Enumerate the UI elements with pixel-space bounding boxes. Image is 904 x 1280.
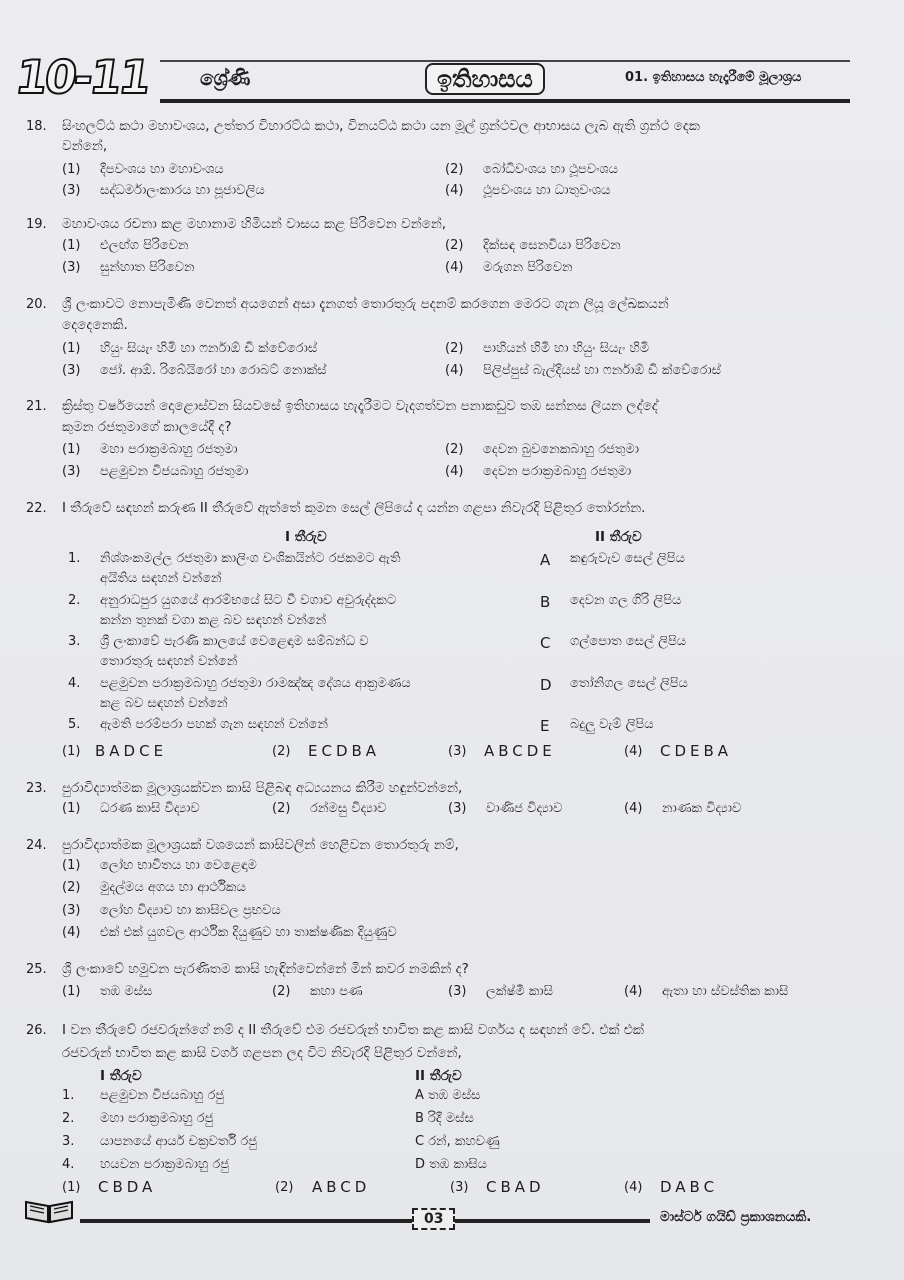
question-number: 21.: [26, 399, 47, 414]
option-number: (3): [62, 903, 81, 918]
question-text: ක්‍රිස්තු වර්ෂයෙන් දොළොස්වන සියවසේ ඉතිහාසය හැදෑරීමට වැදගත්වන පනාකඩුව තඹ සන්නස ලියන ලද්දේ: [62, 398, 658, 414]
option-text: රන්මසු විද්‍යාව: [310, 801, 387, 816]
option-text: හියුං සියැං හිමි හා ෆර්නාඕ ඩි ක්වේරොස්: [100, 341, 318, 356]
question-text: I වන තීරුවේ රජවරුන්ගේ නම් ද II තීරුවේ එම රජවරුන් භාවිත කළ කාසි වර්ගය ද සඳහන් වේ. එක් එක්: [62, 1022, 644, 1038]
option-text: ලෝහ විද්‍යාව හා කාසිවල ප්‍රභවය: [100, 903, 281, 918]
option-number: (4): [445, 260, 464, 275]
row-text: අනුරාධපුර යුගයේ ආරම්භයේ සිට වී වගාව අවුරුද්දකට: [100, 593, 397, 608]
match-text: B රිදී මස්ස: [415, 1111, 474, 1126]
question-number: 18.: [26, 119, 47, 134]
option-number: (2): [445, 341, 464, 356]
question-number: 22.: [26, 501, 47, 516]
answer-sequence: ECDBA: [308, 742, 381, 760]
row-text: පළමුවන විජයබාහු රජු: [100, 1088, 225, 1103]
book-icon: [24, 1196, 74, 1232]
column-heading: I තීරුව: [100, 1068, 142, 1084]
subject-title: ඉතිහාසය: [425, 63, 545, 95]
page-number: 03: [412, 1208, 455, 1230]
row-number: 3.: [68, 634, 81, 649]
match-text: C රන්, කහවණු: [415, 1134, 500, 1149]
match-text: තෝනිගල සෙල් ලිපිය: [570, 676, 688, 691]
question-number: 26.: [26, 1023, 47, 1038]
row-text: ශ්‍රී ලංකාවේ පැරණි කාලයේ වෙළෙඳාම සම්බන්ධ ව: [100, 634, 369, 649]
row-letter: D: [540, 676, 552, 694]
option-text: දීපවංශය හා මහාවංශය: [100, 162, 224, 177]
row-letter: A: [540, 551, 551, 569]
option-text: ජෝ. ආඕ. රිබේයිරෝ හා රොබට් නොක්ස්: [100, 363, 327, 378]
row-text: යාපනයේ ආර්ය චක්‍රවර්ති රජු: [100, 1134, 258, 1149]
option-text: මුදල්මය අගය හා ආර්ථිකය: [100, 880, 246, 895]
column-heading: II තීරුව: [415, 1068, 462, 1084]
question-number: 24.: [26, 838, 47, 853]
question-text: සිංහලට්ඨ කථා මහාවංශය, උත්තර විහාරට්ඨ කථා, විනයට්ඨ කථා යන මූල් ග්‍රන්ථවල ආභාසය ලැබ ඇති ග්‍රන්ථ දෙක: [62, 118, 700, 134]
row-text: අයිතිය සඳහන් වන්නේ: [100, 571, 222, 586]
row-text: කන්න තුනක් වගා කළ බව සඳහන් වන්නේ: [100, 613, 327, 628]
grade-label: ශ්‍රේණි: [200, 66, 251, 90]
answer-sequence: CDEBA: [660, 742, 733, 760]
option-text: බෝධිවංශය හා ථූපවංශය: [483, 162, 619, 177]
option-number: (3): [62, 183, 81, 198]
question-number: 23.: [26, 781, 47, 796]
option-text: ලෝහ භාවිතය හා වෙළෙඳාම: [100, 858, 257, 873]
option-text: කහා පණ: [310, 984, 363, 999]
option-number: (4): [445, 464, 464, 479]
question-text: ශ්‍රී ලංකාවේ හමුවන පැරණිතම කාසි හැඳින්වෙන්නේ මින් කවර නමකින් ද?: [62, 961, 469, 977]
row-number: 3.: [62, 1134, 75, 1149]
option-text: වාණිජ විද්‍යාව: [486, 801, 563, 816]
option-text: පාහියන් හිමි හා හියුං සියැං හිමි: [483, 341, 650, 356]
row-text: හයවන පරාක්‍රමබාහු රජු: [100, 1157, 230, 1172]
row-letter: B: [540, 593, 551, 611]
match-text: D තඹ කාසිය: [415, 1157, 487, 1172]
question-text: දෙදෙනෙකි.: [62, 317, 128, 333]
question-text: ශ්‍රී ලංකාවට නොපැමිණි වෙනත් අයගෙන් අසා දැනගත් තොරතුරු පදනම් කරගෙන මෙරට ගැන ලියූ ලේඛකයන්: [62, 296, 669, 312]
column-heading: II තීරුව: [595, 529, 642, 545]
option-number: (1): [62, 442, 81, 457]
question-text: වන්නේ,: [62, 138, 108, 154]
row-number: 1.: [68, 551, 81, 566]
option-number: (3): [62, 363, 81, 378]
option-text: මහා පරාක්‍රමබාහු රජතුමා: [100, 442, 238, 457]
option-number: (4): [624, 1180, 643, 1195]
option-text: දික්සඳ සෙනවියා පිරිවෙන: [483, 238, 621, 253]
match-text: A තඹ මස්ස: [415, 1088, 481, 1103]
column-heading: I තීරුව: [285, 529, 327, 545]
row-number: 1.: [62, 1088, 75, 1103]
option-number: (2): [62, 880, 81, 895]
option-number: (4): [624, 744, 643, 759]
option-number: (4): [624, 801, 643, 816]
option-number: (3): [62, 464, 81, 479]
header-bottom-rule: [160, 99, 850, 103]
option-number: (2): [272, 744, 291, 759]
answer-sequence: ABCD: [312, 1178, 371, 1196]
option-number: (3): [448, 984, 467, 999]
option-number: (2): [445, 442, 464, 457]
option-number: (2): [272, 984, 291, 999]
option-number: (4): [445, 183, 464, 198]
answer-sequence: BADCE: [95, 742, 168, 760]
chapter-title: 01. ඉතිහාසය හැදෑරීමේ මූලාශ්‍රය: [625, 70, 802, 85]
question-number: 20.: [26, 297, 47, 312]
question-text: පුරාවිද්‍යාත්මක මූලාශ්‍රයක් වශයෙන් කාසිවලින් හෙළිවන තොරතුරු නම්,: [62, 837, 459, 853]
option-number: (2): [272, 801, 291, 816]
option-number: (2): [275, 1180, 294, 1195]
option-text: සුන්හාත පිරිවෙන: [100, 260, 195, 275]
option-number: (2): [445, 162, 464, 177]
publisher-label: මාස්ටර් ගයිඩ් ප්‍රකාශනයකි.: [660, 1209, 812, 1225]
answer-sequence: CBDA: [98, 1178, 157, 1196]
option-number: (1): [62, 1180, 81, 1195]
question-text: මහාවංශය රචනා කළ මහානාම හිමියන් වාසය කළ පිරිවෙන වන්නේ,: [62, 216, 447, 232]
row-letter: C: [540, 634, 551, 652]
answer-sequence: CBAD: [486, 1178, 545, 1196]
option-number: (3): [448, 801, 467, 816]
option-text: ලක්ෂ්මී කාසි: [486, 984, 553, 999]
option-number: (4): [62, 925, 81, 940]
row-text: ඇමති පරම්පරා පහක් ගැන සඳහන් වන්නේ: [100, 717, 328, 732]
question-text: කුමන රජතුමාගේ කාලයේදී ද?: [62, 419, 232, 435]
option-number: (1): [62, 341, 81, 356]
question-text: I තීරුවේ සඳහන් කරුණ II තීරුවේ ඇත්තේ කුමන සෙල් ලිපියේ ද යන්න ගළපා නිවැරදි පිළිතුර තෝරන්න.: [62, 500, 646, 516]
match-text: බදුලු වැම් ලිපිය: [570, 717, 654, 732]
option-text: නාණක විද්‍යාව: [662, 801, 742, 816]
option-text: ථූපවංශය හා ධාතුවංශය: [483, 183, 611, 198]
option-text: ඇතා හා ස්වස්තික කාසි: [662, 984, 789, 999]
option-number: (3): [448, 744, 467, 759]
question-text: පුරාවිද්‍යාත්මක මූලාශ්‍රයක්වන කාසි පිළිබඳ අධ්‍යයනය කිරීම හඳුන්වන්නේ,: [62, 780, 463, 796]
row-text: තොරතුරු සඳහන් වන්නේ: [100, 654, 238, 669]
row-number: 2.: [62, 1111, 75, 1126]
header-top-rule: [160, 60, 850, 62]
option-text: එලඟ්ග පිරිවෙන: [100, 238, 189, 253]
match-text: දෙවන ගල ගිරි ලිපිය: [570, 593, 682, 608]
option-number: (1): [62, 858, 81, 873]
option-text: පළමුවන විජයබාහු රජතුමා: [100, 464, 249, 479]
option-number: (2): [445, 238, 464, 253]
option-text: දෙවන බුවනෙකබාහු රජතුමා: [483, 442, 640, 457]
answer-sequence: ABCDE: [484, 742, 556, 760]
footer-rule: [80, 1219, 650, 1223]
option-text: ධරණ කාසි විද්‍යාව: [100, 801, 200, 816]
row-number: 4.: [62, 1157, 75, 1172]
option-number: (1): [62, 744, 81, 759]
option-text: එක් එක් යුගවල ආර්ථික දියුණුව හා තාක්ෂණික දියුණුව: [100, 925, 397, 940]
question-number: 25.: [26, 962, 47, 977]
match-text: ගල්පොත සෙල් ලිපිය: [570, 634, 687, 649]
match-text: කඳුරුවැව සෙල් ලිපිය: [570, 551, 685, 566]
question-number: 19.: [26, 217, 47, 232]
series-logo: 10-11: [12, 50, 152, 104]
option-text: තඹ මස්ස: [100, 984, 153, 999]
option-number: (1): [62, 162, 81, 177]
row-letter: E: [540, 717, 550, 735]
option-number: (1): [62, 801, 81, 816]
option-text: දෙවන පරාක්‍රමබාහු රජතුමා: [483, 464, 632, 479]
row-text: නිශ්ශංකමල්ල රජතුමා කාලිංග වංශිකයින්ට රජකමට ඇති: [100, 551, 401, 566]
row-text: පළමුවන පරාක්‍රමබාහු රජතුමා රාමඤ්ඤ දේශය ආක්‍රමණය: [100, 676, 411, 691]
option-text: මරුගන පිරිවෙන: [483, 260, 573, 275]
option-number: (3): [450, 1180, 469, 1195]
option-number: (1): [62, 238, 81, 253]
row-number: 5.: [68, 717, 81, 732]
option-number: (4): [624, 984, 643, 999]
row-number: 4.: [68, 676, 81, 691]
question-text: රජවරුන් භාවිත කළ කාසි වර්ග ගළපන ලද විට නිවැරදි පිළිතුර වන්නේ,: [62, 1045, 462, 1061]
option-number: (1): [62, 984, 81, 999]
row-text: මහා පරාක්‍රමබාහු රජු: [100, 1111, 214, 1126]
row-number: 2.: [68, 593, 81, 608]
option-text: පිලිප්පුස් බැල්දියස් හා ෆර්නාඕ ඩි ක්වේරොස්: [483, 363, 721, 378]
option-number: (4): [445, 363, 464, 378]
option-text: සද්ධර්මාලංකාරය හා පූජාවලිය: [100, 183, 265, 198]
row-text: කළ බව සඳහන් වන්නේ: [100, 696, 228, 711]
answer-sequence: DABC: [660, 1178, 719, 1196]
option-number: (3): [62, 260, 81, 275]
